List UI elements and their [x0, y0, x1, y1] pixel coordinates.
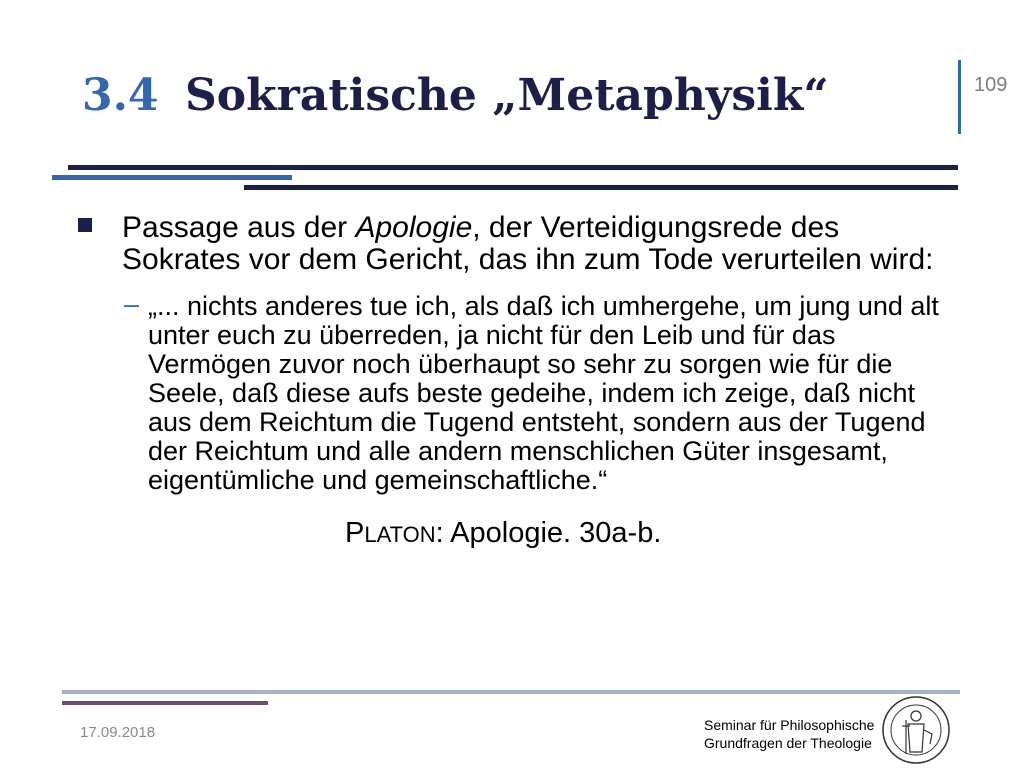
footer-rule-accent [62, 701, 268, 705]
header-rule-accent [52, 175, 292, 180]
bullet-item [78, 212, 958, 276]
header-rule-bottom [244, 185, 958, 190]
quote-text: „... nichts anderes tue ich, als daß ich umhergehe, um jung und alt unter euch zu überreden, ja nicht für den Leib und für das Vermögen zuvor noch überhaupt so sehr zu sorgen wie für die Seele, daß diese aufs beste gedeihe, indem ich zeige, daß nicht aus dem Reichtum die Tugend entsteht, sondern aus der Tugend der Reichtum und alle andern menschlichen Güter insgesamt, eigentümliche und gemeinschaftliche.“ [148, 291, 939, 495]
bullet-text: Passage aus der Apologie, der Verteidigungsrede des Sokrates vor dem Gericht, das ihn zum Tode verurteilen wird: [122, 211, 934, 276]
slide-title: Sokratische „Metaphysik“ [185, 70, 829, 121]
slide-number-label: 3.4 [82, 70, 159, 121]
square-bullet-icon [78, 218, 92, 232]
quote-item [124, 289, 958, 495]
page-number: 109 [974, 74, 1008, 96]
work-title: Apologie [355, 211, 473, 244]
dash-bullet-icon: – [124, 289, 140, 319]
slide-body [78, 212, 958, 550]
title-vertical-divider [958, 60, 961, 134]
header-rule-top [68, 165, 958, 170]
footer-rule [62, 690, 960, 694]
footer-organization: Seminar für Philosophische Grundfragen der Theologie [704, 717, 875, 751]
university-seal-icon [880, 694, 952, 766]
footer-date: 17.09.2018 [80, 724, 156, 741]
citation: PLATON: Apologie. 30a-b. [345, 517, 662, 549]
